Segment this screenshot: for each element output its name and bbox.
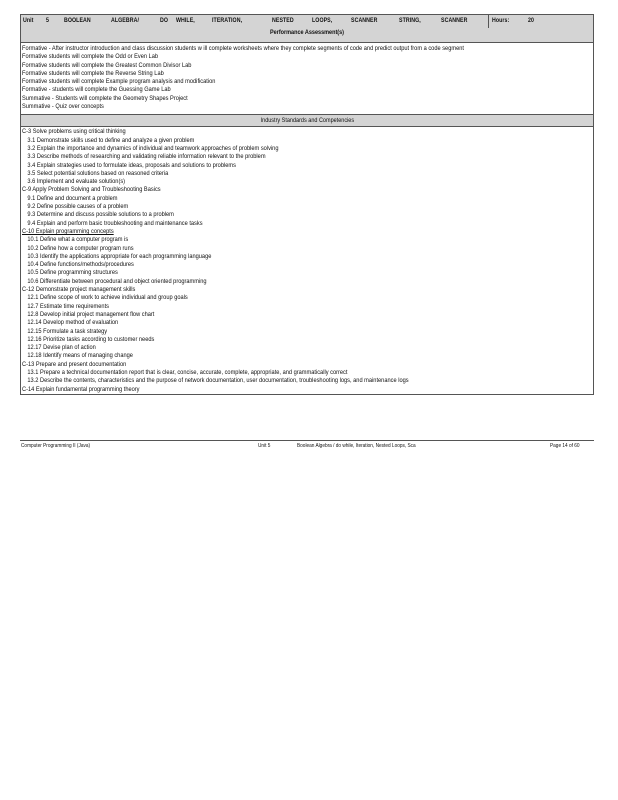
standard-item: 10.6 Differentiate between procedural and object oriented programming xyxy=(27,277,207,285)
unit-header xyxy=(21,15,593,43)
assessment-item: Formative students will complete the Greatest Common Divisor Lab xyxy=(22,61,192,69)
standard-category: C-3 Solve problems using critical thinking xyxy=(22,128,126,136)
footer-unit: Unit 5 xyxy=(258,443,271,449)
standard-item: 13.1 Prepare a technical documentation report that is clear, concise, accurate, complete, appropriate, and grammatically correct xyxy=(27,368,348,376)
footer-page-number: Page 14 of 60 xyxy=(550,443,580,449)
standard-item: 9.2 Define possible causes of a problem xyxy=(27,203,129,211)
assessment-item: Formative students will complete Example program analysis and modification xyxy=(22,78,216,86)
header-cell: SCANNER xyxy=(441,17,468,24)
standard-item: 12.17 Devise plan of action xyxy=(27,344,96,352)
assessment-item: Summative - Students will complete the Geometry Shapes Project xyxy=(22,94,188,102)
header-cell: STRING, xyxy=(399,17,421,24)
hours-label: Hours: xyxy=(492,17,510,24)
header-cell: ITERATION, xyxy=(212,17,243,24)
standard-item: 10.4 Define functions/methods/procedures xyxy=(27,261,134,269)
standard-item: 13.2 Describe the contents, characteristics and the purpose of network documentation, user documentation, troubleshooting logs, and maintenance logs xyxy=(27,377,409,385)
standard-category: C-14 Explain fundamental programming theory xyxy=(22,385,140,393)
standard-item: 3.4 Explain strategies used to formulate ideas, proposals and solutions to problems xyxy=(27,161,236,169)
unit-header-row xyxy=(21,15,593,28)
header-cell: LOOPS, xyxy=(312,17,333,24)
standards-title: Industry Standards and Competencies xyxy=(260,117,354,125)
hours-value: 20 xyxy=(528,17,534,24)
standards-list xyxy=(21,127,593,394)
standard-item: 10.5 Define programming structures xyxy=(27,269,118,277)
assessment-item: Formative - After instructor introduction and class discussion students w ill complete worksheets where they complete segments of code and predict output from a code segment xyxy=(22,45,464,52)
page-footer xyxy=(20,440,594,450)
standard-category: C-12 Demonstrate project management skills xyxy=(22,286,136,294)
header-cell: WHILE, xyxy=(176,17,195,24)
standard-category: C-9 Apply Problem Solving and Troubleshooting Basics xyxy=(22,186,161,194)
assessment-list xyxy=(21,43,593,114)
standard-item: 12.18 Identify means of managing change xyxy=(27,352,133,360)
standards-title-band xyxy=(21,114,593,127)
standard-item: 12.15 Formulate a task strategy xyxy=(27,327,108,335)
footer-unit-title: Boolean Algebra / do while, Iteration, Nested Loops, Sca xyxy=(297,443,416,449)
standard-item: 12.8 Develop initial project management flow chart xyxy=(27,310,155,318)
assessment-item: Summative - Quiz over concepts xyxy=(22,103,104,111)
standard-category: C-13 Prepare and present documentation xyxy=(22,360,127,368)
standard-item: 12.1 Define scope of work to achieve individual and group goals xyxy=(27,294,188,302)
standard-item: 3.6 Implement and evaluate solution(s) xyxy=(27,178,126,186)
standard-item: 12.7 Estimate time requirements xyxy=(27,302,109,310)
standard-item: 9.3 Determine and discuss possible solutions to a problem xyxy=(27,211,174,219)
standard-item: 3.1 Demonstrate skills used to define and analyze a given problem xyxy=(27,136,195,144)
header-cell: NESTED xyxy=(272,17,294,24)
standard-item: 10.2 Define how a computer program runs xyxy=(27,244,134,252)
standard-item: 3.3 Describe methods of researching and validating reliable information relevant to the problem xyxy=(27,153,266,161)
header-cell: DO xyxy=(160,17,169,24)
assessment-item: Formative - students will complete the Guessing Game Lab xyxy=(22,86,171,94)
assessment-item: Formative students will complete the Reverse String Lab xyxy=(22,69,164,77)
header-divider xyxy=(488,15,489,28)
standard-category: C-10 Explain programming concepts xyxy=(22,227,114,235)
standard-item: 9.1 Define and document a problem xyxy=(27,194,118,202)
standard-item: 10.1 Define what a computer program is xyxy=(27,236,129,244)
assessment-item: Formative students will complete the Odd or Even Lab xyxy=(22,53,159,61)
header-cell: Unit xyxy=(23,17,34,24)
header-cell: ALGEBRA/ xyxy=(111,17,140,24)
standard-item: 3.2 Explain the importance and dynamics of individual and teamwork approaches of problem solving xyxy=(27,144,279,152)
standard-item: 10.3 Identify the applications appropriate for each programming language xyxy=(27,252,212,260)
standard-item: 12.16 Prioritize tasks according to customer needs xyxy=(27,335,155,343)
footer-course: Computer Programming II (Java) xyxy=(21,443,91,449)
standard-item: 9.4 Explain and perform basic troubleshooting and maintenance tasks xyxy=(27,219,203,227)
performance-assessments-title: Performance Assessment(s) xyxy=(269,29,345,36)
header-cell: 5 xyxy=(46,17,49,24)
header-cell: SCANNER xyxy=(351,17,378,24)
unit-table xyxy=(20,14,594,395)
unit-sheet xyxy=(20,14,594,395)
header-cell: BOOLEAN xyxy=(64,17,91,24)
standard-item: 12.14 Develop method of evaluation xyxy=(27,319,119,327)
standard-item: 3.5 Select potential solutions based on reasoned criteria xyxy=(27,169,169,177)
